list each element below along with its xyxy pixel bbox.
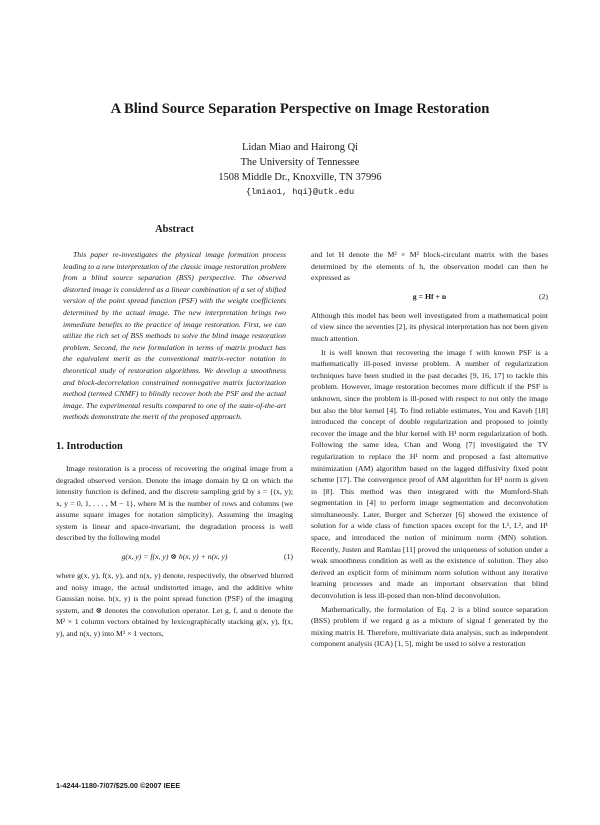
authors: Lidan Miao and Hairong Qi [241, 142, 358, 153]
equation-1-body: g(x, y) = f(x, y) ⊗ h(x, y) + n(x, y) [121, 552, 228, 562]
intro-paragraph-4: Although this model has been well investigated from a mathematical point of view since the seventies [2], its physical interpretation has not been given much attention. [311, 310, 548, 343]
left-column [56, 224, 293, 640]
abstract-text: This paper re-investigates the physical image formation process leading to a new interpretation of the classic image restoration problem from a blind source separation (BSS) perspective. The observed distorted image is considered as a linear combination of a set of shifted version of the point spread function (PSF) with the weight coefficients determined by the actual image. The new interpretation brings two immediate benefits to the practice of image restoration. First, we can utilize the rich set of BSS methods to solve the blind image restoration problem. Second, the new formulation in terms of matrix product has the equivalent merit as the conventional matrix-vector notation in theoretical study of restoration algorithms. We develop a smoothness and block-decorrelation constrained nonnegative matrix factorization method (termed CNMF) to blindly recover both the PSF and the actual image. The experimental results compared to one of the state-of-the-art methods demonstrate the merit of the proposed approach. [63, 250, 287, 422]
copyright-footer: 1-4244-1180-7/07/$25.00 ©2007 IEEE [56, 781, 181, 790]
equation-1-number: (1) [283, 552, 293, 562]
equation-2-body: g = Hf + n [412, 291, 447, 301]
abstract-body [56, 249, 293, 423]
address: 1508 Middle Dr., Knoxville, TN 37996 [218, 172, 382, 183]
intro-paragraph-5: It is well known that recovering the image f with known PSF is a mathematically ill-posed inverse problem. A number of regularization techniques have been studied in the past decades [9, 16, 17] to tackle this problem. However, image restoration becomes more difficult if the PSF is unknown, since the problem is ill-posed with respect to not only the image but also the blur kernel [4]. To find reliable estimates, You and Kaveh [18] introduced the concept of double regularization and proposed to jointly recover the image and the blur kernel with H¹ norm regularization of both. Following the same idea, Chan and Wong [7] investigated the TV regularization to replace the H¹ norm and proposed a fast alternative minimization (AM) algorithm based on the lagged diffusivity fixed point scheme [17]. The convergence proof of AM algorithm for H¹ norm is given in [8]. This method was then integrated with the Mumford-Shah segmentation in [4] to perform image segmentation and deconvolution simultaneously. Later, Burger and Scherzer [6] showed the existence of solution for a wide class of function spaces except for the L¹, L², and H¹ space, and introduced the notion of minimum norm (MN) solution. Recently, Justen and Ramlau [11] proved the uniqueness of solution under a weak smoothness condition as well as the existence of solution. They also derived an explicit form of minimum norm solution without any iterative learning processes and made an important observation that blind deconvolution is less ill-posed than non-blind deconvolution. [311, 347, 548, 601]
author-block [0, 140, 600, 200]
intro-paragraph-6: Mathematically, the formulation of Eq. 2 is a blind source separation (BSS) problem if we regard g as a mixture of signal f generated by the mixing matrix H. Therefore, multivariate data analysis, such as independent component analysis (ICA) [1, 5], might be used to solve a restoration [311, 604, 548, 649]
email: {lmiao1, hqi}@utk.edu [245, 187, 355, 197]
intro-paragraph-2: where g(x, y), f(x, y), and n(x, y) denote, respectively, the observed blurred and noisy image, the actual undistorted image, and the additive white Gaussian noise. h(x, y) is the point spread function (PSF) of the imaging system, and ⊗ denotes the convolution operator. Let g, f, and n denote the M² × 1 column vectors obtained by lexicographically stacking g(x, y), f(x, y), and n(x, y) into M² × 1 vectors, [56, 571, 293, 639]
intro-paragraph-1: Image restoration is a process of recovering the original image from a degraded observed version. Denote the image domain by Ω on which the intensity function is defined, and the discrete sampling grid by s = {(x, y); x, y = 0, 1, . . . , M − 1}, where M is the number of rows and columns (we assume square images for notation simplicity). Assuming the imaging system is linear and space-invariant, the degradation process is well described by the following model [56, 463, 293, 543]
intro-paragraph-3: and let H denote the M² × M² block-circulant matrix with the bases determined by the elements of h, the observation model can then be expressed as [311, 250, 548, 283]
equation-2 [311, 291, 548, 303]
section-heading-introduction: 1. Introduction [56, 440, 123, 452]
right-column [311, 249, 548, 650]
abstract-heading: Abstract [155, 224, 194, 235]
paper-title: A Blind Source Separation Perspective on Image Restoration [110, 101, 490, 117]
equation-2-number: (2) [538, 291, 548, 301]
affiliation: The University of Tennessee [240, 157, 360, 168]
equation-1 [56, 551, 293, 563]
